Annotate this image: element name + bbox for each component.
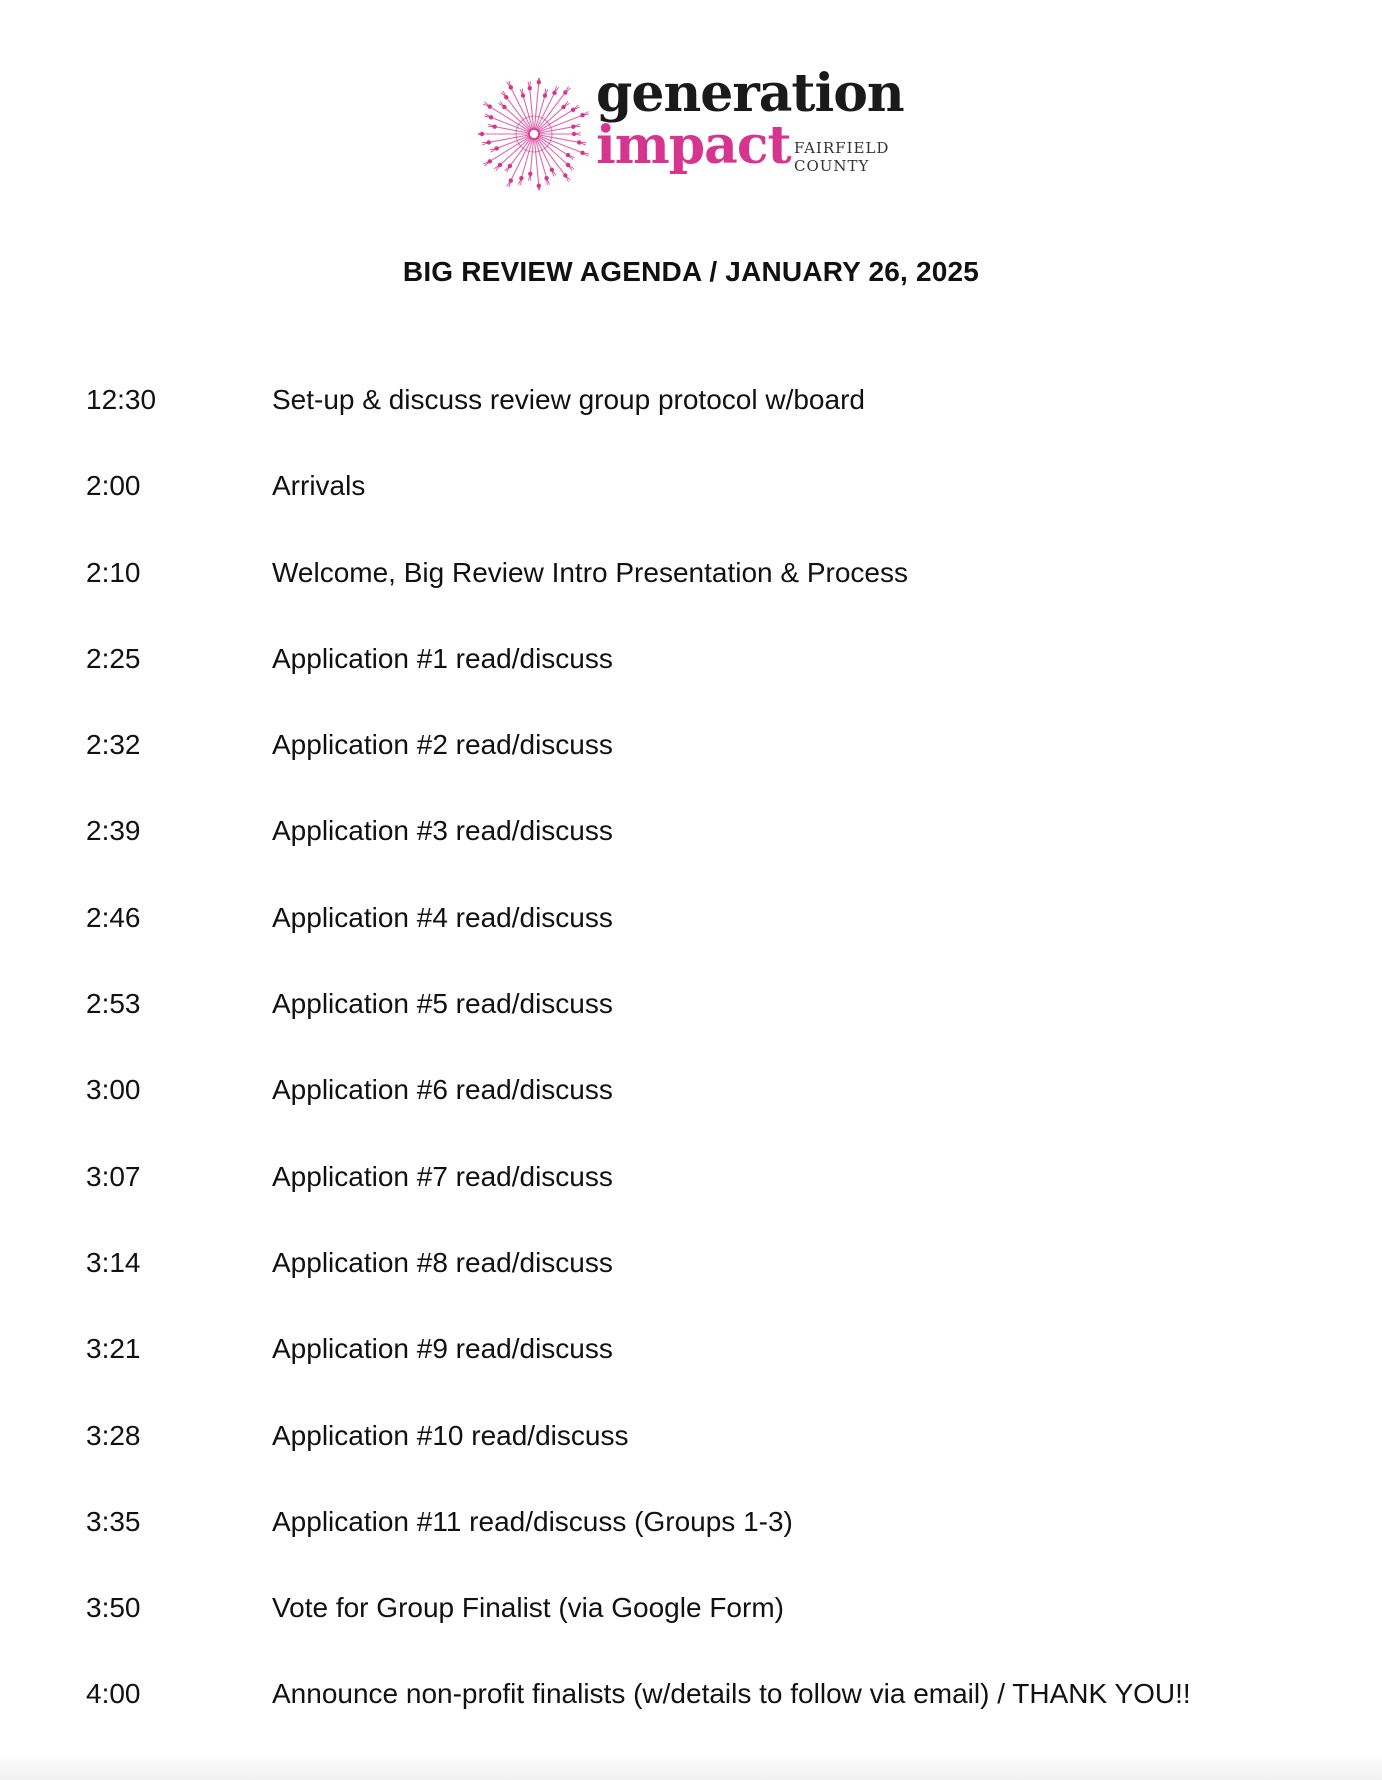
agenda-row [86, 1070, 1346, 1156]
dandelion-burst-icon [478, 78, 590, 190]
agenda-time: 3:50 [86, 1592, 141, 1624]
agenda-row [86, 466, 1346, 552]
agenda-row [86, 811, 1346, 897]
page-title: BIG REVIEW AGENDA / JANUARY 26, 2025 [402, 256, 980, 287]
agenda-row [86, 1588, 1346, 1674]
agenda-time: 4:00 [86, 1678, 141, 1710]
agenda-time: 3:14 [86, 1246, 141, 1278]
agenda-list [86, 380, 1346, 1761]
agenda-row [86, 1329, 1346, 1415]
agenda-row [86, 984, 1346, 1070]
agenda-row [86, 553, 1346, 639]
agenda-row [86, 380, 1346, 466]
agenda-item: Announce non-profit finalists (w/details to follow via email) / THANK YOU!! [272, 1678, 1191, 1710]
agenda-time: 2:46 [86, 901, 141, 933]
agenda-item: Application #3 read/discuss [272, 815, 613, 847]
agenda-row [86, 1416, 1346, 1502]
agenda-time: 3:28 [86, 1419, 141, 1451]
logo-word-generation: generation [596, 63, 904, 124]
agenda-time: 3:07 [86, 1160, 141, 1192]
agenda-row [86, 1157, 1346, 1243]
logo-subtitle [794, 139, 889, 175]
agenda-item: Welcome, Big Review Intro Presentation & Process [272, 556, 908, 588]
agenda-time: 2:39 [86, 815, 141, 847]
agenda-row [86, 1502, 1346, 1588]
generation-impact-logo [478, 63, 908, 192]
agenda-row [86, 639, 1346, 725]
page-bottom-edge [0, 1754, 1382, 1780]
agenda-item: Application #9 read/discuss [272, 1333, 613, 1365]
agenda-time: 3:00 [86, 1074, 141, 1106]
agenda-time: 3:21 [86, 1333, 141, 1365]
logo-word-impact: impact [596, 115, 791, 176]
agenda-row [86, 725, 1346, 811]
agenda-item: Vote for Group Finalist (via Google Form) [272, 1592, 784, 1624]
agenda-item: Application #4 read/discuss [272, 901, 613, 933]
agenda-item: Application #5 read/discuss [272, 988, 613, 1020]
agenda-item: Application #6 read/discuss [272, 1074, 613, 1106]
logo-subtitle-line-1: FAIRFIELD [794, 139, 890, 157]
agenda-item: Arrivals [272, 470, 366, 502]
agenda-time: 2:53 [86, 988, 141, 1020]
agenda-item: Application #2 read/discuss [272, 729, 613, 761]
agenda-item: Application #1 read/discuss [272, 642, 613, 674]
agenda-item: Application #8 read/discuss [272, 1246, 613, 1278]
agenda-time: 2:25 [86, 642, 141, 674]
agenda-item: Application #10 read/discuss [272, 1419, 629, 1451]
agenda-item: Set-up & discuss review group protocol w/board [272, 384, 865, 415]
agenda-time: 2:32 [86, 729, 141, 761]
agenda-row [86, 1674, 1346, 1760]
agenda-time: 12:30 [86, 384, 157, 415]
agenda-time: 2:00 [86, 470, 141, 502]
agenda-row [86, 898, 1346, 984]
agenda-time: 3:35 [86, 1505, 141, 1537]
agenda-row [86, 1243, 1346, 1329]
agenda-item: Application #11 read/discuss (Groups 1-3) [272, 1505, 793, 1537]
agenda-item: Application #7 read/discuss [272, 1160, 613, 1192]
logo-subtitle-line-2: COUNTY [794, 157, 870, 175]
agenda-time: 2:10 [86, 556, 141, 588]
